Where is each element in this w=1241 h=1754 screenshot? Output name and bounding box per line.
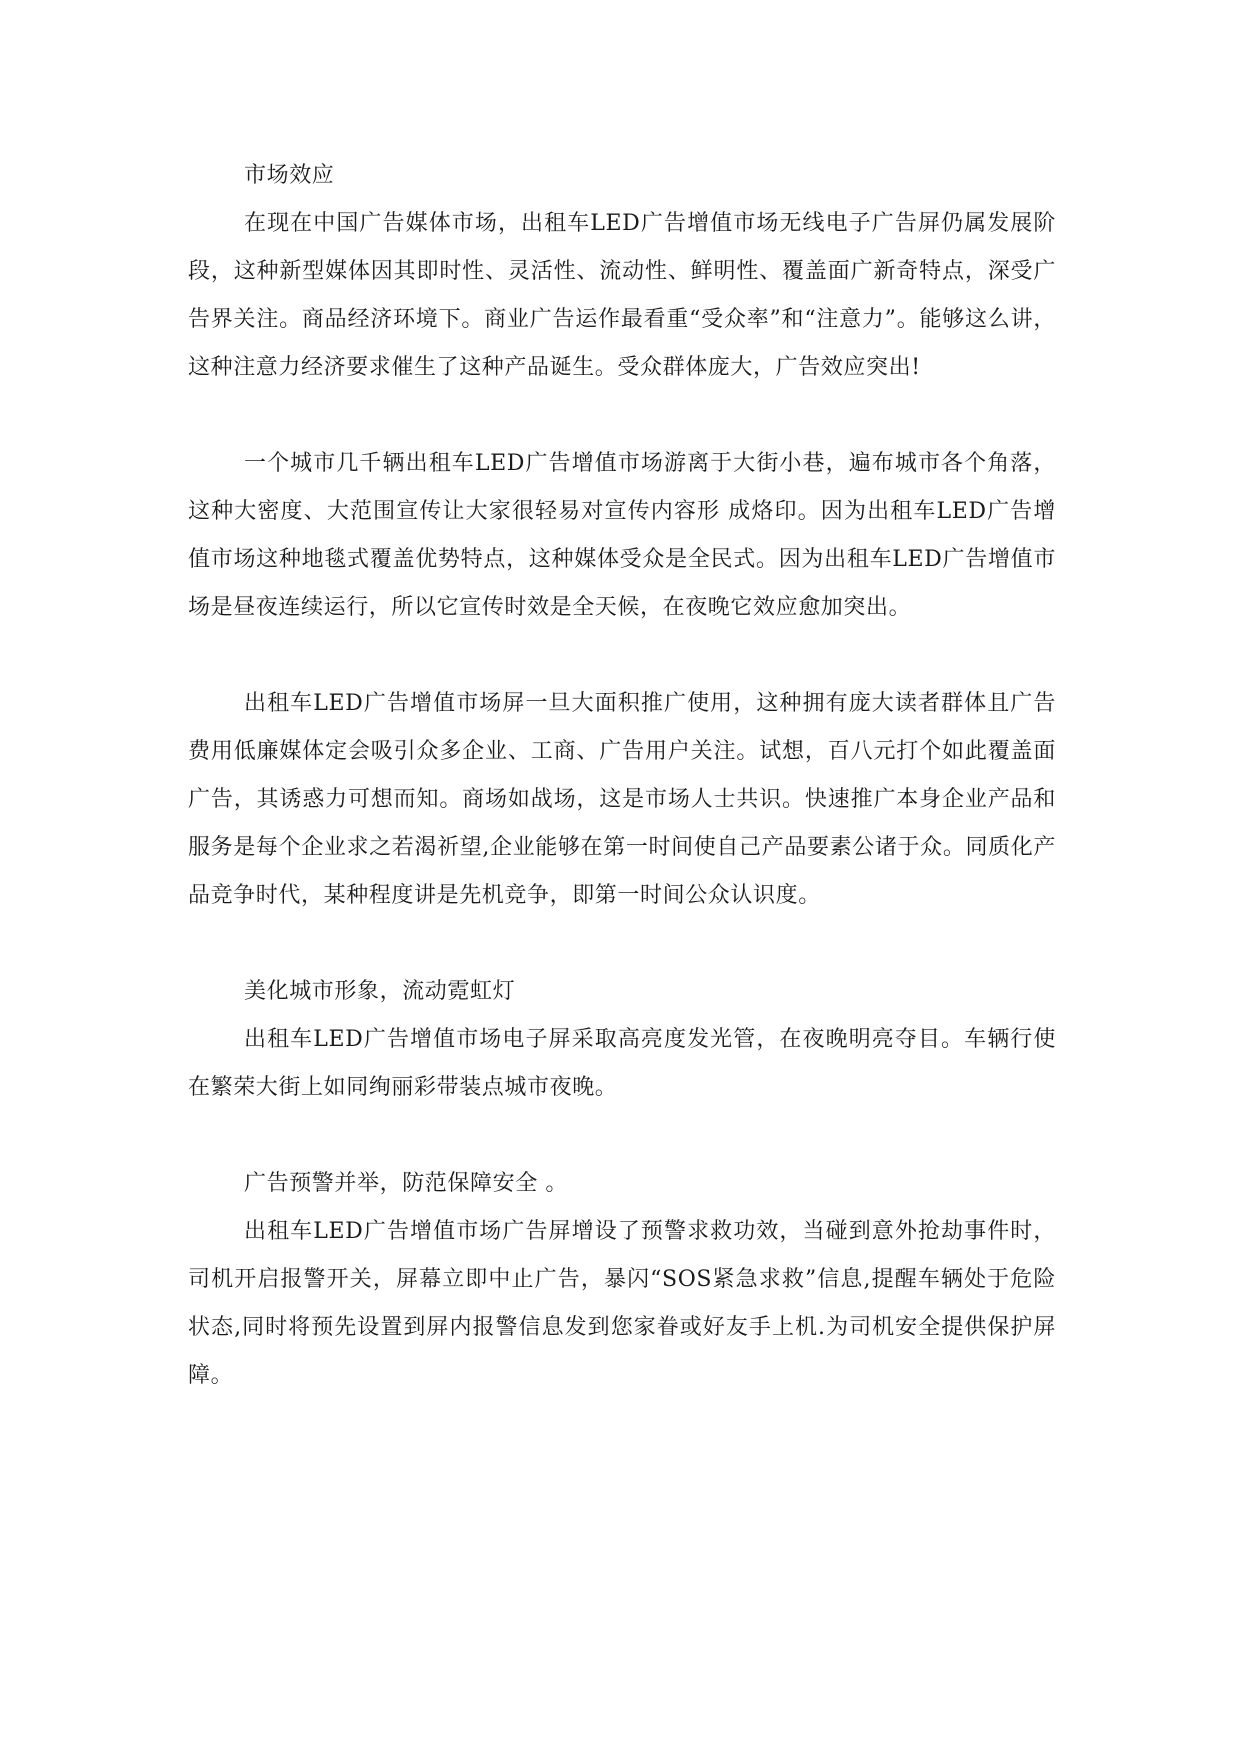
paragraph-sos-function: 出租车LED广告增值市场广告屏增设了预警求救功效，当碰到意外抢劫事件时，司机开启报警开关，屏幕立即中止广告，暴闪“SOS紧急求救”信息,提醒车辆处于危险状态,同时将预先设置到屏内报警信息发到您家眷或好友手上机.为司机安全提供保护屏障。 — [188, 1219, 1056, 1388]
document-body — [188, 152, 1056, 1400]
paragraph-night-display: 出租车LED广告增值市场电子屏采取高亮度发光管，在夜晚明亮夺目。车辆行使在繁荣大街上如同绚丽彩带装点城市夜晚。 — [188, 1027, 1056, 1100]
paragraph-advertiser-appeal: 出租车LED广告增值市场屏一旦大面积推广使用，这种拥有庞大读者群体且广告费用低廉媒体定会吸引众多企业、工商、广告用户关注。试想，百八元打个如此覆盖面广告，其诱惑力可想而知。商场如战场，这是市场人士共识。快速推广本身企业产品和服务是每个企业求之若渴祈望,企业能够在第一时间使自己产品要素公诸于众。同质化产品竞争时代，某种程度讲是先机竞争，即第一时间公众认识度。 — [188, 691, 1056, 908]
section-heading-market-effect: 市场效应 — [244, 163, 335, 188]
paragraph-city-coverage: 一个城市几千辆出租车LED广告增值市场游离于大街小巷，遍布城市各个角落，这种大密度、大范围宣传让大家很轻易对宣传内容形 成烙印。因为出租车LED广告增值市场这种地毯式覆盖优势特点，这种媒体受众是全民式。因为出租车LED广告增值市场是昼夜连续运行，所以它宣传时效是全天候，在夜晚它效应愈加突出。 — [188, 451, 1056, 620]
paragraph-spacer — [188, 392, 1056, 440]
paragraph-spacer — [188, 632, 1056, 680]
section-heading-city-image: 美化城市形象，流动霓虹灯 — [244, 979, 516, 1004]
paragraph-spacer — [188, 1112, 1056, 1160]
section-heading-safety-alert: 广告预警并举，防范保障安全 。 — [244, 1171, 568, 1196]
paragraph-spacer — [188, 920, 1056, 968]
paragraph-market-overview: 在现在中国广告媒体市场，出租车LED广告增值市场无线电子广告屏仍属发展阶段，这种新型媒体因其即时性、灵活性、流动性、鲜明性、覆盖面广新奇特点，深受广告界关注。商品经济环境下。商业广告运作最看重“受众率”和“注意力”。能够这么讲，这种注意力经济要求催生了这种产品诞生。受众群体庞大，广告效应突出! — [188, 211, 1056, 380]
